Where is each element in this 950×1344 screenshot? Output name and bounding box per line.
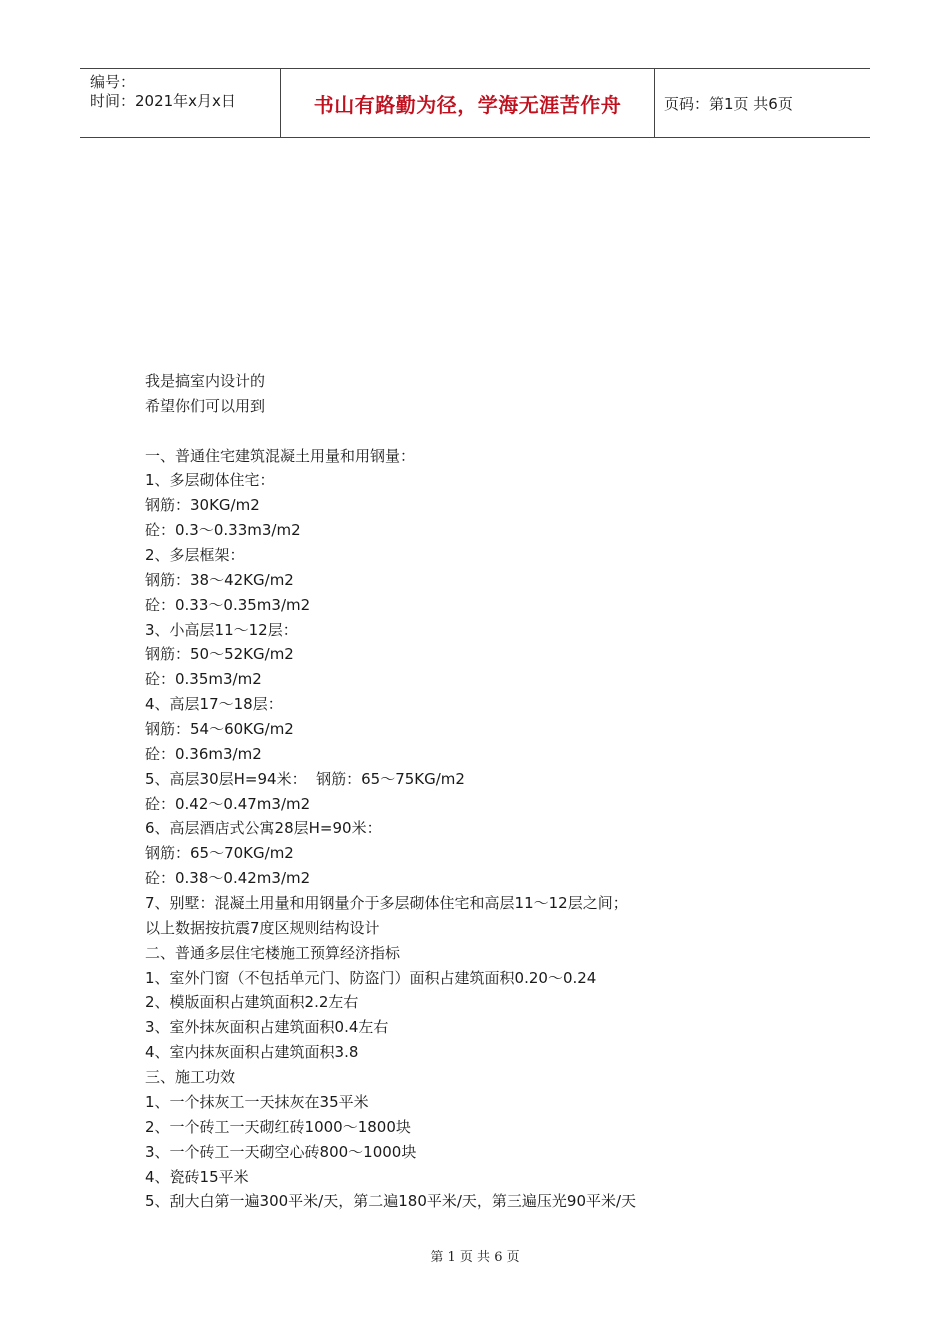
time-label: 时间：2021年x月x日 xyxy=(90,92,236,110)
page-header xyxy=(80,68,870,138)
serial-label: 编号： xyxy=(90,73,136,91)
text-line: 钢筋：38～42KG/m2 xyxy=(145,570,294,589)
text-line: 砼：0.36m3/m2 xyxy=(145,744,262,763)
document-body xyxy=(145,369,865,1214)
text-line: 1、室外门窗（不包括单元门、防盗门）面积占建筑面积0.20～0.24 xyxy=(145,968,597,987)
header-page-cell xyxy=(655,69,870,137)
text-line: 1、多层砌体住宅： xyxy=(145,471,275,490)
text-line: 钢筋：50～52KG/m2 xyxy=(145,645,294,664)
text-line: 3、小高层11～12层： xyxy=(145,620,298,639)
text-line: 砼：0.33～0.35m3/m2 xyxy=(145,595,311,614)
text-line: 砼：0.35m3/m2 xyxy=(145,670,262,689)
text-line: 1、一个抹灰工一天抹灰在35平米 xyxy=(145,1092,369,1111)
text-line: 3、室外抹灰面积占建筑面积0.4左右 xyxy=(145,1018,389,1037)
page-code: 页码：第1页 共6页 xyxy=(664,94,793,113)
text-line: 5、高层30层H=94米： 钢筋：65～75KG/m2 xyxy=(145,769,465,788)
header-meta-cell xyxy=(80,69,281,137)
text-line: 砼：0.3～0.33m3/m2 xyxy=(145,521,301,540)
text-line: 5、刮大白第一遍300平米/天，第二遍180平米/天，第三遍压光90平米/天 xyxy=(145,1192,637,1211)
text-line: 三、施工功效 xyxy=(145,1068,236,1087)
header-motto-cell xyxy=(281,69,655,137)
text-line: 3、一个砖工一天砌空心砖800～1000块 xyxy=(145,1142,417,1161)
text-line: 一、普通住宅建筑混凝土用量和用钢量： xyxy=(145,446,416,465)
text-line: 砼：0.38～0.42m3/m2 xyxy=(145,869,311,888)
text-line: 钢筋：54～60KG/m2 xyxy=(145,720,294,739)
header-motto: 书山有路勤为径，学海无涯苦作舟 xyxy=(313,92,622,117)
blank-line xyxy=(145,419,865,444)
text-line: 7、别墅：混凝土用量和用钢量介于多层砌体住宅和高层11～12层之间； xyxy=(145,894,628,913)
text-line: 2、多层框架： xyxy=(145,546,245,565)
text-line: 希望你们可以用到 xyxy=(145,396,266,415)
text-line: 6、高层酒店式公寓28层H=90米： xyxy=(145,819,382,838)
page-footer: 第 1 页 共 6 页 xyxy=(430,1250,520,1265)
text-line: 2、一个砖工一天砌红砖1000～1800块 xyxy=(145,1117,411,1136)
text-line: 4、瓷砖15平米 xyxy=(145,1167,249,1186)
text-line: 2、模版面积占建筑面积2.2左右 xyxy=(145,993,359,1012)
text-line: 我是搞室内设计的 xyxy=(145,372,266,390)
text-line: 钢筋：30KG/m2 xyxy=(145,496,260,515)
text-line: 4、室内抹灰面积占建筑面积3.8 xyxy=(145,1043,359,1062)
text-line: 钢筋：65～70KG/m2 xyxy=(145,844,294,863)
text-line: 砼：0.42～0.47m3/m2 xyxy=(145,794,311,813)
text-line: 4、高层17～18层： xyxy=(145,695,283,714)
text-line: 二、普通多层住宅楼施工预算经济指标 xyxy=(145,943,401,962)
text-line: 以上数据按抗震7度区规则结构设计 xyxy=(145,918,380,937)
